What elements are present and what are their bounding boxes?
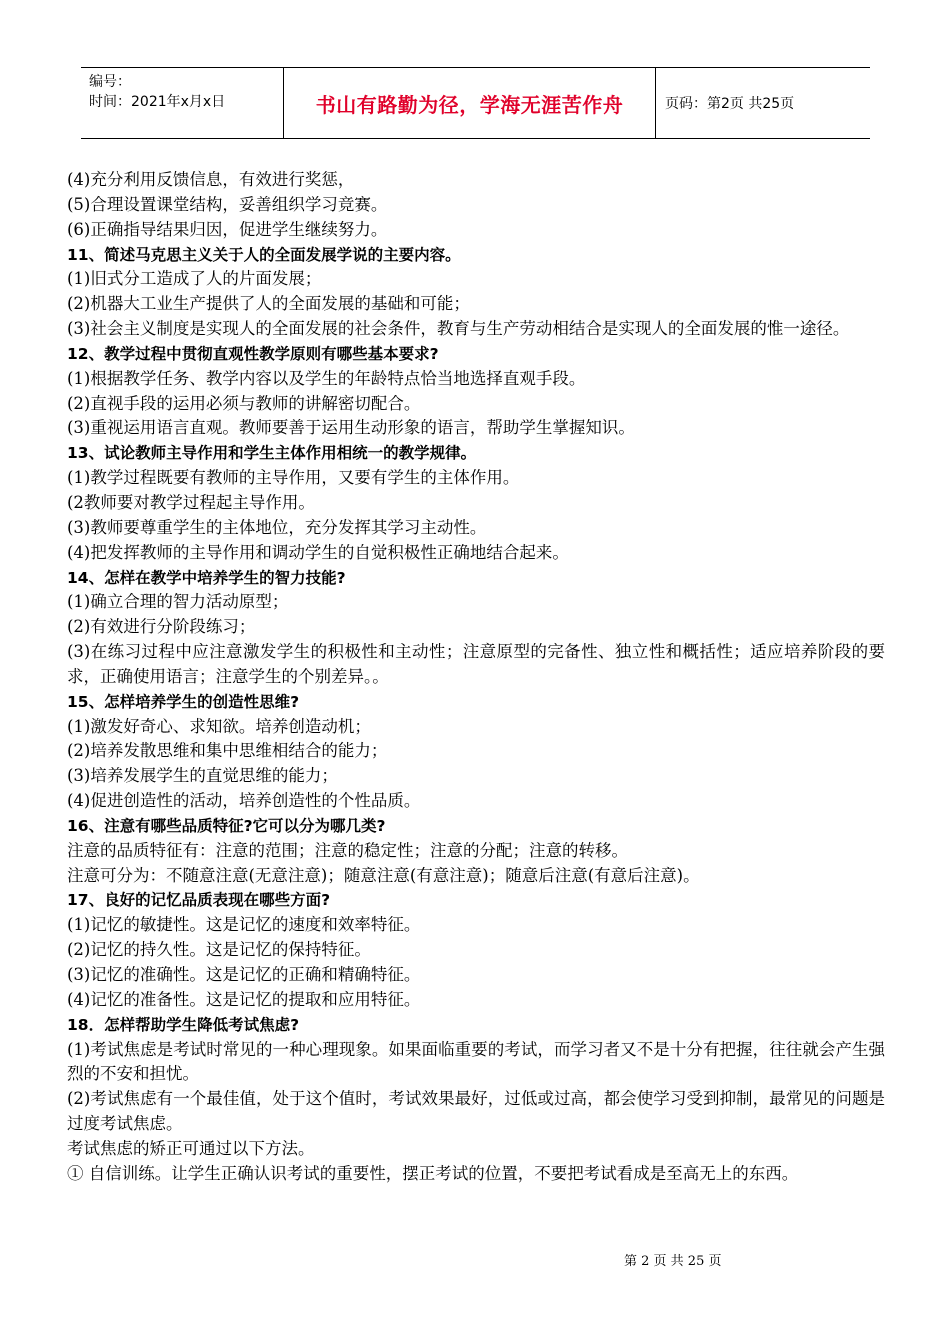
paragraph-line: (2)记忆的持久性。这是记忆的保持特征。 (67, 940, 371, 960)
question-heading: 11、简述马克思主义关于人的全面发展学说的主要内容。 (67, 245, 461, 264)
paragraph-line: (1)教学过程既要有教师的主导作用，又要有学生的主体作用。 (67, 468, 520, 488)
paragraph-line: ① 自信训练。让学生正确认识考试的重要性，摆正考试的位置，不要把考试看成是至高无上的东西。 (67, 1163, 799, 1183)
header-page-info (656, 68, 870, 138)
paragraph-line: (3)重视运用语言直观。教师要善于运用生动形象的语言，帮助学生掌握知识。 (67, 418, 635, 438)
paragraph-line: (1)激发好奇心、求知欲。培养创造动机； (67, 716, 371, 736)
paragraph-line: (3)在练习过程中应注意激发学生的积极性和主动性；注意原型的完备性、独立性和概括性；适应培养阶段的要求，正确使用语言；注意学生的个别差异。。 (67, 642, 885, 686)
page-info-text: 页码：第2页 共25页 (665, 96, 795, 112)
paragraph-line: (1)旧式分工造成了人的片面发展； (67, 269, 322, 289)
header-motto (284, 68, 656, 138)
question-heading: 16、注意有哪些品质特征?它可以分为哪几类? (67, 816, 386, 835)
paragraph-line: (2)考试焦虑有一个最佳值，处于这个值时，考试效果最好，过低或过高，都会使学习受到抑制，最常见的问题是过度考试焦虑。 (67, 1089, 885, 1134)
paragraph-line: (1)考试焦虑是考试时常见的一种心理现象。如果面临重要的考试，而学习者又不是十分有把握，往往就会产生强烈的不安和担忧。 (67, 1039, 885, 1084)
paragraph-line: (2)培养发散思维和集中思维相结合的能力； (67, 741, 388, 761)
question-heading: 15、怎样培养学生的创造性思维? (67, 692, 300, 711)
paragraph-line: (6)正确指导结果归因，促进学生继续努力。 (67, 219, 388, 239)
paragraph-line: (2)有效进行分阶段练习； (67, 617, 256, 637)
paragraph-line: (2)直视手段的运用必须与教师的讲解密切配合。 (67, 393, 421, 413)
paragraph-line: (3)社会主义制度是实现人的全面发展的社会条件，教育与生产劳动相结合是实现人的全面发展的惟一途径。 (67, 319, 850, 339)
motto-text: 书山有路勤为径，学海无涯苦作舟 (315, 92, 624, 117)
page-footer (624, 1250, 721, 1269)
question-heading: 17、良好的记忆品质表现在哪些方面? (67, 891, 331, 910)
paragraph-line: (2教师要对教学过程起主导作用。 (67, 492, 315, 512)
paragraph-line: 注意的品质特征有：注意的范围；注意的稳定性；注意的分配；注意的转移。 (67, 840, 628, 860)
paragraph-line: (1)根据教学任务、教学内容以及学生的年龄特点恰当地选择直观手段。 (67, 368, 586, 388)
paragraph-line: (3)教师要尊重学生的主体地位，充分发挥其学习主动性。 (67, 517, 487, 537)
document-body (67, 168, 885, 1187)
page-header (81, 67, 870, 139)
question-heading: 13、试论教师主导作用和学生主体作用相统一的教学规律。 (67, 444, 477, 463)
date-label: 时间：2021年x月x日 (89, 94, 226, 110)
paragraph-line: (5)合理设置课堂结构，妥善组织学习竞赛。 (67, 194, 388, 214)
paragraph-line: (4)把发挥教师的主导作用和调动学生的自觉积极性正确地结合起来。 (67, 542, 569, 562)
header-meta (81, 68, 284, 138)
paragraph-line: (1)确立合理的智力活动原型； (67, 592, 289, 612)
number-label: 编号： (89, 74, 131, 90)
paragraph-line: (1)记忆的敏捷性。这是记忆的速度和效率特征。 (67, 915, 421, 935)
question-heading: 14、怎样在教学中培养学生的智力技能? (67, 568, 346, 587)
paragraph-line: (4)充分利用反馈信息，有效进行奖惩， (67, 170, 355, 189)
paragraph-line: (3)记忆的准确性。这是记忆的正确和精确特征。 (67, 965, 421, 984)
paragraph-line: (4)促进创造性的活动，培养创造性的个性品质。 (67, 791, 421, 811)
paragraph-line: (2)机器大工业生产提供了人的全面发展的基础和可能； (67, 294, 470, 314)
paragraph-line: 考试焦虑的矫正可通过以下方法。 (67, 1138, 315, 1158)
question-heading: 18．怎样帮助学生降低考试焦虑? (67, 1015, 300, 1034)
paragraph-line: 注意可分为：不随意注意(无意注意)；随意注意(有意注意)；随意后注意(有意后注意)。 (67, 865, 700, 885)
footer-page-number: 第 2 页 共 25 页 (624, 1254, 722, 1269)
paragraph-line: (3)培养发展学生的直觉思维的能力； (67, 766, 338, 786)
paragraph-line: (4)记忆的准备性。这是记忆的提取和应用特征。 (67, 989, 421, 1009)
question-heading: 12、教学过程中贯彻直观性教学原则有哪些基本要求? (67, 344, 439, 363)
